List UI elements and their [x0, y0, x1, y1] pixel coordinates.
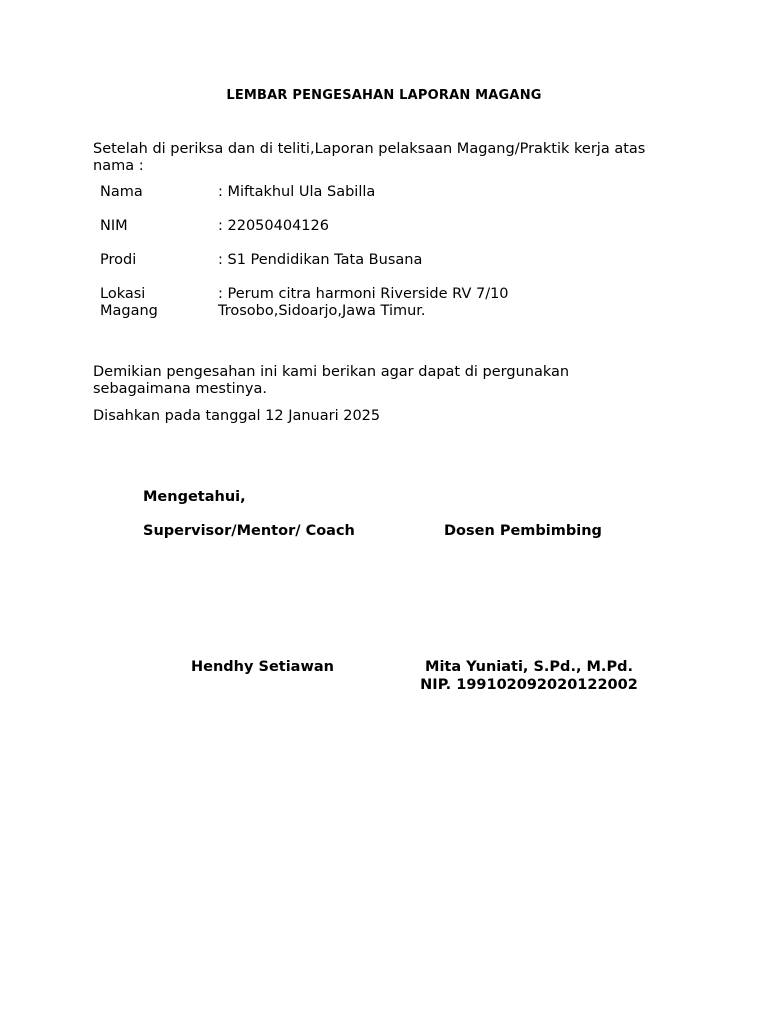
- lecturer-signature-block: [410, 658, 648, 694]
- lecturer-nip: NIP. 199102092020122002: [420, 677, 638, 693]
- supervisor-name: Hendhy Setiawan: [191, 659, 334, 675]
- field-value-nama: : Miftakhul Ula Sabilla: [218, 184, 376, 200]
- field-value-prodi: : S1 Pendidikan Tata Busana: [218, 252, 423, 268]
- field-value-nim: : 22050404126: [218, 218, 329, 234]
- document-title: LEMBAR PENGESAHAN LAPORAN MAGANG: [226, 88, 542, 103]
- field-row-lokasi: [100, 286, 558, 320]
- acknowledged-label: Mengetahui,: [143, 489, 246, 505]
- field-value-lokasi: : Perum citra harmoni Riverside RV 7/10 Trosobo,Sidoarjo,Jawa Timur.: [218, 286, 509, 319]
- field-row-prodi: [100, 252, 578, 269]
- field-row-nama: [100, 184, 578, 201]
- supervisor-role: Supervisor/Mentor/ Coach: [143, 523, 355, 539]
- field-row-nim: [100, 218, 578, 235]
- lecturer-role: Dosen Pembimbing: [444, 523, 602, 539]
- field-label-prodi: Prodi: [100, 252, 137, 268]
- field-label-nama: Nama: [100, 184, 143, 200]
- field-label-nim: NIM: [100, 218, 128, 234]
- intro-paragraph: Setelah di periksa dan di teliti,Laporan pelaksaan Magang/Praktik kerja atas nama :: [93, 141, 646, 174]
- date-line: Disahkan pada tanggal 12 Januari 2025: [93, 408, 381, 424]
- closing-paragraph: Demikian pengesahan ini kami berikan agar dapat di pergunakan sebagaimana mestinya.: [93, 364, 570, 397]
- lecturer-name: Mita Yuniati, S.Pd., M.Pd.: [425, 659, 633, 675]
- field-label-lokasi: Lokasi Magang: [100, 286, 158, 319]
